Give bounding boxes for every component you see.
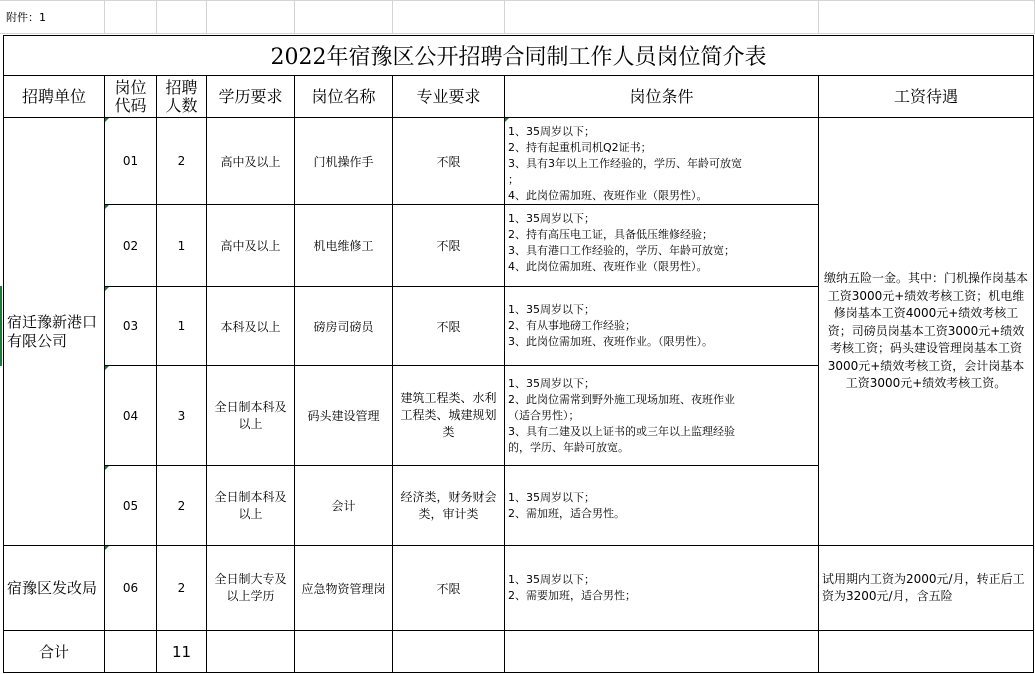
count-cell[interactable]: 3 (157, 366, 207, 466)
unit-cell[interactable]: 宿迁豫新港口有限公司 (4, 118, 105, 546)
major-cell[interactable]: 建筑工程类、水利工程类、城建规划类 (393, 366, 505, 466)
condition-line: 2、持有起重机司机Q2证书； (508, 141, 652, 154)
condition-line: （适合男性）； (508, 409, 580, 422)
major-cell[interactable]: 不限 (393, 205, 505, 287)
gridline (294, 0, 295, 34)
conditions-cell[interactable] (505, 118, 819, 205)
total-label[interactable]: 合计 (4, 631, 105, 673)
major-cell[interactable]: 不限 (393, 118, 505, 205)
condition-line: 2、有从事地磅工作经验； (508, 319, 636, 332)
condition-line: 1、35周岁以下； (508, 125, 595, 138)
code-cell[interactable]: 03 (105, 287, 157, 366)
header-major[interactable]: 专业要求 (393, 76, 505, 118)
position-cell[interactable]: 机电维修工 (295, 205, 393, 287)
wage-cell[interactable]: 试用期内工资为2000元/月，转正后工资为3200元/月，含五险 (819, 546, 1034, 631)
major-cell[interactable]: 不限 (393, 546, 505, 631)
code-cell[interactable]: 06 (105, 546, 157, 631)
condition-line: 2、持有高压电工证，具备低压维修经验； (508, 228, 713, 241)
cell-indicator-icon (105, 287, 109, 291)
education-cell[interactable]: 全日制本科及以上 (207, 366, 295, 466)
gridline (504, 0, 505, 34)
condition-line: 2、需要加班，适合男性； (508, 589, 636, 602)
count-cell[interactable]: 1 (157, 205, 207, 287)
header-unit[interactable]: 招聘单位 (4, 76, 105, 118)
empty-cell[interactable] (393, 631, 505, 673)
cell-indicator-icon (105, 366, 109, 370)
gridline (392, 0, 393, 34)
position-table (3, 35, 1034, 673)
condition-line: 2、需加班，适合男性。 (508, 506, 625, 520)
gridline (156, 0, 157, 34)
empty-cell[interactable] (105, 631, 157, 673)
gridline (818, 0, 819, 34)
education-cell[interactable]: 本科及以上 (207, 287, 295, 366)
conditions-cell[interactable] (505, 546, 819, 631)
condition-line: 1、35周岁以下； (508, 490, 595, 504)
count-cell[interactable]: 1 (157, 287, 207, 366)
condition-line: 1、35周岁以下； (508, 303, 595, 316)
empty-cell[interactable] (207, 631, 295, 673)
condition-line: 3、具有3年以上工作经验的，学历、年龄可放宽 (508, 157, 742, 170)
condition-line: 2、此岗位需常到野外施工现场加班、夜班作业 (508, 393, 735, 406)
cell-indicator-icon (505, 118, 509, 122)
cell-indicator-icon (105, 466, 109, 470)
header-count[interactable]: 招聘人数 (157, 76, 207, 118)
condition-line: 1、35周岁以下； (508, 377, 595, 390)
condition-line: ； (508, 173, 519, 186)
education-cell[interactable]: 高中及以上 (207, 118, 295, 205)
condition-line: 4、此岗位需加班、夜班作业（限男性）。 (508, 260, 708, 273)
major-cell[interactable]: 不限 (393, 287, 505, 366)
position-cell[interactable]: 磅房司磅员 (295, 287, 393, 366)
count-cell[interactable]: 2 (157, 118, 207, 205)
gridline (104, 0, 105, 34)
major-cell[interactable]: 经济类，财务财会类，审计类 (393, 466, 505, 546)
count-cell[interactable]: 2 (157, 546, 207, 631)
count-cell[interactable]: 2 (157, 466, 207, 546)
selection-marker (0, 286, 2, 366)
education-cell[interactable]: 全日制本科及以上 (207, 466, 295, 546)
code-cell[interactable]: 05 (105, 466, 157, 546)
condition-line: 3、此岗位需加班、夜班作业。（限男性）。 (508, 335, 713, 348)
header-education[interactable]: 学历要求 (207, 76, 295, 118)
position-cell[interactable]: 应急物资管理岗 (295, 546, 393, 631)
header-conditions[interactable]: 岗位条件 (505, 76, 819, 118)
table-row (4, 118, 1034, 205)
condition-line: 1、35周岁以下； (508, 212, 595, 225)
cell-indicator-icon (105, 205, 109, 209)
condition-line: 4、此岗位需加班、夜班作业（限男性）。 (508, 189, 708, 202)
conditions-cell[interactable] (505, 366, 819, 466)
education-cell[interactable]: 全日制大专及以上学历 (207, 546, 295, 631)
condition-line: 3、具有二建及以上证书的或三年以上监理经验 (508, 425, 735, 438)
condition-line: 1、35周岁以下； (508, 573, 595, 586)
empty-cell[interactable] (819, 631, 1034, 673)
cell-indicator-icon (105, 546, 109, 550)
conditions-cell[interactable] (505, 466, 819, 546)
unit-cell[interactable]: 宿豫区发改局 (4, 546, 105, 631)
page-title[interactable]: 2022年宿豫区公开招聘合同制工作人员岗位简介表 (4, 36, 1034, 76)
header-code[interactable]: 岗位代码 (105, 76, 157, 118)
conditions-cell[interactable] (505, 287, 819, 366)
empty-cell[interactable] (505, 631, 819, 673)
conditions-cell[interactable] (505, 205, 819, 287)
code-cell[interactable]: 01 (105, 118, 157, 205)
education-cell[interactable]: 高中及以上 (207, 205, 295, 287)
condition-line: 3、具有港口工作经验的，学历、年龄可放宽； (508, 244, 735, 257)
gridline (206, 0, 207, 34)
attachment-label[interactable]: 附件：1 (6, 11, 46, 24)
header-row (4, 76, 1034, 118)
table-row (4, 546, 1034, 631)
empty-cell[interactable] (295, 631, 393, 673)
code-cell[interactable]: 04 (105, 366, 157, 466)
wage-cell[interactable]: 缴纳五险一金。其中：门机操作岗基本工资3000元+绩效考核工资；机电维修岗基本工资4000元+绩效考核工资；司磅员岗基本工资3000元+绩效考核工资；码头建设管理岗基本工资3000元+绩效考核工资，会计岗基本工资3000元+绩效考核工资。 (819, 118, 1034, 546)
code-cell[interactable]: 02 (105, 205, 157, 287)
total-count[interactable]: 11 (157, 631, 207, 673)
position-cell[interactable]: 码头建设管理 (295, 366, 393, 466)
header-position[interactable]: 岗位名称 (295, 76, 393, 118)
header-wage[interactable]: 工资待遇 (819, 76, 1034, 118)
cell-indicator-icon (105, 118, 109, 122)
condition-line: 的，学历、年龄可放宽。 (508, 441, 629, 454)
position-cell[interactable]: 门机操作手 (295, 118, 393, 205)
position-cell[interactable]: 会计 (295, 466, 393, 546)
total-row (4, 631, 1034, 673)
